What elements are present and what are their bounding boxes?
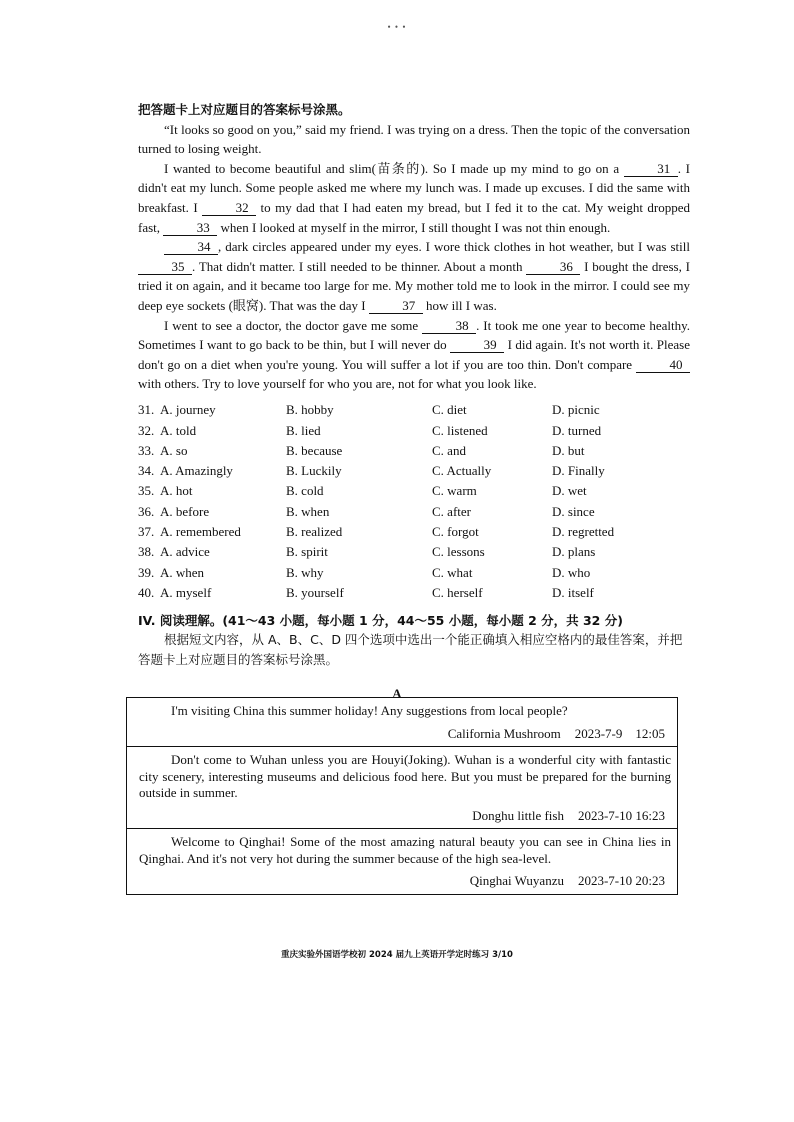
question-number: 32.	[138, 422, 155, 438]
post-text: Don't come to Wuhan unless you are Houyi(Joking). Wuhan is a wonderful city with fantastic city scenery, interesting museums and delicious food here. But you must be prepared for the burning outside in summer.	[139, 752, 671, 800]
option-a: A. when	[160, 564, 205, 580]
question-number: 37.	[138, 524, 155, 540]
option-d: D. itself	[552, 584, 594, 600]
cloze-text: I wanted to become beautiful and slim(苗条的). So I made up my mind to go on a	[164, 160, 624, 176]
blank-37: 37	[369, 298, 423, 314]
cloze-text: I bought the dress, I tried it on again, and it became too large for me. My mother told me to look in the mirror. I could see my deep eye sockets (眼窝). That was the day I	[138, 258, 690, 313]
passage-label: A	[392, 686, 402, 701]
option-b: B. why	[286, 564, 324, 580]
options-list	[138, 400, 690, 603]
exam-page	[138, 100, 690, 670]
post-datetime: 2023-7-10 20:23	[577, 873, 665, 888]
option-d: D. plans	[552, 544, 596, 560]
question-number: 35.	[138, 483, 155, 499]
post-meta	[139, 726, 671, 743]
post-text: Welcome to Qinghai! Some of the most amazing natural beauty you can see in China lies in Qinghai. And it's not very hot during the summer because of the high sea-level.	[139, 834, 671, 866]
option-d: D. who	[552, 564, 591, 580]
option-a: A. told	[160, 422, 197, 438]
option-c: C. after	[432, 503, 471, 519]
post-meta	[139, 873, 671, 890]
section-heading: IV. 阅读理解。(41～43 小题，每小题 1 分，44～55 小题，每小题 2 分，共 32 分)	[138, 612, 623, 628]
header-dots: • • •	[387, 22, 407, 32]
option-row-31	[138, 400, 690, 420]
option-c: C. diet	[432, 402, 467, 418]
option-b: B. when	[286, 503, 330, 519]
option-c: C. what	[432, 564, 473, 580]
cloze-text: with others. Try to love yourself for who you are, not for what you look like.	[138, 376, 537, 392]
option-row-39	[138, 562, 690, 582]
option-b: B. yourself	[286, 584, 344, 600]
post-author: Donghu little fish	[472, 807, 564, 823]
question-number: 31.	[138, 402, 155, 418]
option-b: B. because	[286, 442, 343, 458]
option-d: D. Finally	[552, 463, 605, 479]
forum-board	[126, 697, 678, 895]
blank-40: 40	[636, 357, 690, 373]
option-c: C. lessons	[432, 544, 485, 560]
blank-39: 39	[450, 337, 504, 353]
question-number: 33.	[138, 442, 155, 458]
option-b: B. lied	[286, 422, 321, 438]
option-a: A. hot	[160, 483, 193, 499]
option-b: B. cold	[286, 483, 324, 499]
option-row-34	[138, 461, 690, 481]
cloze-text: . I didn't eat my lunch. Some people asked me where my lunch was. I made up excuses. I did the same with breakfast. I	[138, 160, 690, 215]
blank-31: 31	[624, 161, 678, 177]
option-a: A. before	[160, 503, 210, 519]
option-c: C. herself	[432, 584, 483, 600]
option-a: A. journey	[160, 402, 216, 418]
option-b: B. realized	[286, 524, 343, 540]
blank-33: 33	[163, 220, 217, 236]
blank-34: 34	[164, 239, 218, 255]
option-row-38	[138, 542, 690, 562]
cloze-text: I did again. It's not worth it. Please don't go on a diet when you're young. You will suffer a lot if you are too thin. Don't compare	[138, 337, 691, 372]
blank-35: 35	[138, 259, 192, 275]
blank-38: 38	[422, 318, 476, 334]
intro-instruction: 把答题卡上对应题目的答案标号涂黑。	[138, 102, 351, 117]
cloze-text: how ill I was.	[422, 297, 497, 313]
post-meta	[139, 808, 671, 825]
cloze-paragraph-1	[138, 120, 690, 159]
cloze-text: . It took me one year to become healthy. Sometimes I want to go back to be thin, but I will never do	[138, 317, 690, 353]
option-d: D. wet	[552, 483, 587, 499]
option-d: D. picnic	[552, 402, 600, 418]
option-c: C. warm	[432, 483, 477, 499]
cloze-text: when I looked at myself in the mirror, I still thought I was not thin enough.	[217, 219, 611, 235]
option-a: A. Amazingly	[160, 463, 233, 479]
forum-post	[127, 698, 677, 747]
cloze-text: , dark circles appeared under my eyes. I wore thick clothes in hot weather, but I was still	[218, 239, 690, 255]
cloze-paragraph-4	[138, 316, 690, 394]
cloze-text: I went to see a doctor, the doctor gave me some	[164, 317, 423, 333]
option-d: D. regretted	[552, 524, 615, 540]
option-row-35	[138, 481, 690, 501]
option-b: B. hobby	[286, 402, 334, 418]
option-row-40	[138, 583, 690, 603]
question-number: 36.	[138, 503, 155, 519]
option-c: C. listened	[432, 422, 488, 438]
option-a: A. remembered	[160, 524, 241, 540]
post-author: California Mushroom	[447, 725, 561, 741]
option-b: B. Luckily	[286, 463, 342, 479]
cloze-text: . That didn't matter. I still needed to be thinner. About a month	[192, 258, 527, 274]
cloze-paragraph-3	[138, 237, 690, 315]
question-number: 38.	[138, 544, 155, 560]
forum-post	[127, 747, 677, 829]
blank-32: 32	[202, 200, 256, 216]
post-datetime: 2023-7-10 16:23	[577, 807, 665, 823]
option-a: A. myself	[160, 584, 212, 600]
question-number: 39.	[138, 564, 155, 580]
forum-post	[127, 829, 677, 894]
option-a: A. so	[160, 442, 188, 458]
option-b: B. spirit	[286, 544, 328, 560]
option-d: D. since	[552, 503, 595, 519]
option-a: A. advice	[160, 544, 210, 560]
section-iv	[138, 611, 690, 671]
option-d: D. but	[552, 442, 585, 458]
post-author: Qinghai Wuyanzu	[469, 873, 564, 888]
option-c: C. forgot	[432, 524, 479, 540]
question-number: 34.	[138, 463, 155, 479]
section-instruction: 根据短文内容，从 A、B、C、D 四个选项中选出一个能正确填入相应空格内的最佳答案，并把答题卡上对应题目的答案标号涂黑。	[138, 632, 683, 668]
option-d: D. turned	[552, 422, 602, 438]
post-text: I'm visiting China this summer holiday! Any suggestions from local people?	[171, 703, 568, 718]
option-row-37	[138, 522, 690, 542]
question-number: 40.	[138, 584, 155, 600]
option-row-33	[138, 441, 690, 461]
option-c: C. Actually	[432, 463, 492, 479]
page-footer: 重庆实验外国语学校初 2024 届九上英语开学定时练习 3/10	[281, 950, 513, 960]
post-datetime: 2023-7-9 12:05	[574, 725, 665, 741]
cloze-text: “It looks so good on you,” said my friend. I was trying on a dress. Then the topic of the conversation turned to losing weight.	[138, 121, 690, 157]
option-row-36	[138, 501, 690, 521]
cloze-text: to my dad that I had eaten my bread, but I fed it to the cat. My weight dropped fast,	[138, 199, 690, 235]
blank-36: 36	[526, 259, 580, 275]
option-c: C. and	[432, 442, 466, 458]
option-row-32	[138, 420, 690, 440]
cloze-paragraph-2	[138, 159, 690, 237]
